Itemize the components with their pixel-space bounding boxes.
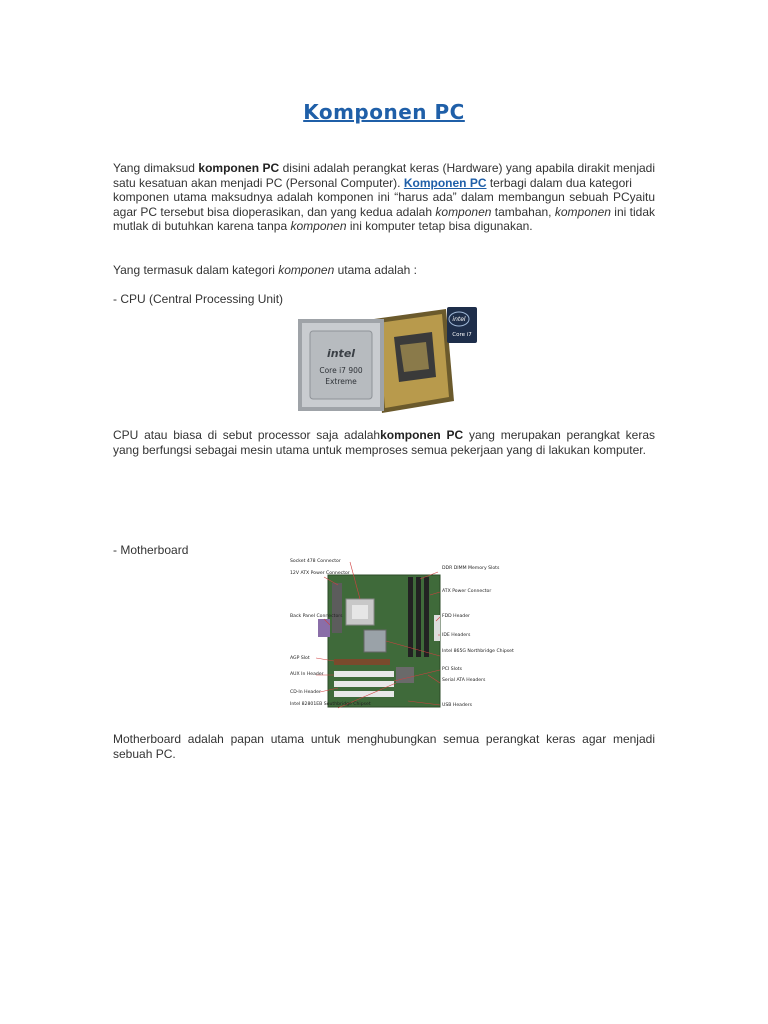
label-ddr: DDR DIMM Memory Slots (442, 566, 500, 571)
chip-model-text: Core i7 900 (319, 366, 363, 375)
intro-paragraph (113, 161, 655, 234)
label-pci: PCI Slots (442, 667, 462, 672)
komponen-pc-link[interactable]: Komponen PC (403, 175, 487, 190)
label-northbridge: Intel 865G Northbridge Chipset (442, 649, 514, 654)
intro-text: terbagi dalam dua kategori (489, 175, 632, 190)
category-line (113, 263, 417, 277)
intro-term: komponen PC (198, 161, 280, 175)
cpu-description (113, 428, 655, 457)
cpu-desc-text: CPU atau biasa di sebut processor saja adalah (113, 428, 381, 442)
badge-brand-text: intel (452, 316, 466, 323)
intro-text: komponen utama maksudnya adalah komponen ini “harus ada” dalam membangun sebuah PC agar PC tersebut bisa dioperasikan, dan yang kedua adalah (113, 190, 630, 219)
intro-text: Yang dimaksud (113, 161, 195, 175)
cpu-desc-term: komponen PC (380, 428, 464, 442)
motherboard-description: Motherboard adalah papan utama untuk menghubungkan semua perangkat keras agar menjadi sebuah PC. (113, 732, 655, 761)
label-ide: IDE Headers (442, 633, 471, 638)
label-sata: Serial ATA Headers (442, 678, 486, 683)
label-back-panel: Back Panel Connectors (290, 614, 343, 619)
intro-text: disini adalah perangkat keras (Hardware) yang apabila dirakit menjadi satu kesatuan akan menjadi PC (Personal Computer). (113, 161, 656, 190)
intro-text: yaitu (629, 190, 655, 205)
intro-italic: komponen (290, 219, 347, 234)
category-text: utama adalah : (337, 263, 417, 277)
intro-italic: komponen (554, 204, 611, 219)
label-fdd: FDD Header (442, 614, 470, 619)
category-text: Yang termasuk dalam kategori (113, 263, 275, 277)
label-agp: AGP Slot (290, 656, 310, 661)
label-12v-power: 12V ATX Power Connector (290, 571, 350, 576)
cpu-back-chip (374, 309, 454, 413)
cpu-image (296, 305, 481, 415)
motherboard-heading: - Motherboard (113, 543, 189, 557)
cpu-heading: - CPU (Central Processing Unit) (113, 292, 284, 306)
intro-text: tambahan, (494, 204, 552, 219)
chip-brand-text: intel (326, 347, 356, 360)
intro-text: ini komputer tetap bisa digunakan. (349, 219, 533, 234)
chip-edition-text: Extreme (325, 377, 357, 386)
cpu-desc-text: yang merupakan perangkat keras yang berfungsi sebagai mesin utama untuk memproses semua pekerjaan yang di lakukan komputer. (113, 428, 655, 457)
label-aux-in: AUX In Header (290, 672, 324, 677)
badge-line-text: Core i7 (452, 332, 472, 338)
motherboard-board (318, 575, 440, 707)
cpu-front-chip (298, 319, 384, 411)
intro-text: ini tidak mutlak di butuhkan karena tanpa (113, 204, 655, 234)
label-socket: Socket 478 Connector (290, 559, 341, 564)
intro-italic: komponen (435, 204, 492, 219)
page-title: Komponen PC (303, 100, 465, 124)
label-southbridge: Intel 82801EB Southbridge Chipset (290, 702, 371, 707)
label-atx-power: ATX Power Connector (442, 589, 492, 594)
label-cd-in: CD-In Header (290, 690, 321, 695)
intel-core-badge (447, 307, 477, 343)
label-usb: USB Headers (442, 703, 473, 708)
category-italic: komponen (278, 263, 335, 277)
motherboard-diagram (288, 555, 514, 720)
